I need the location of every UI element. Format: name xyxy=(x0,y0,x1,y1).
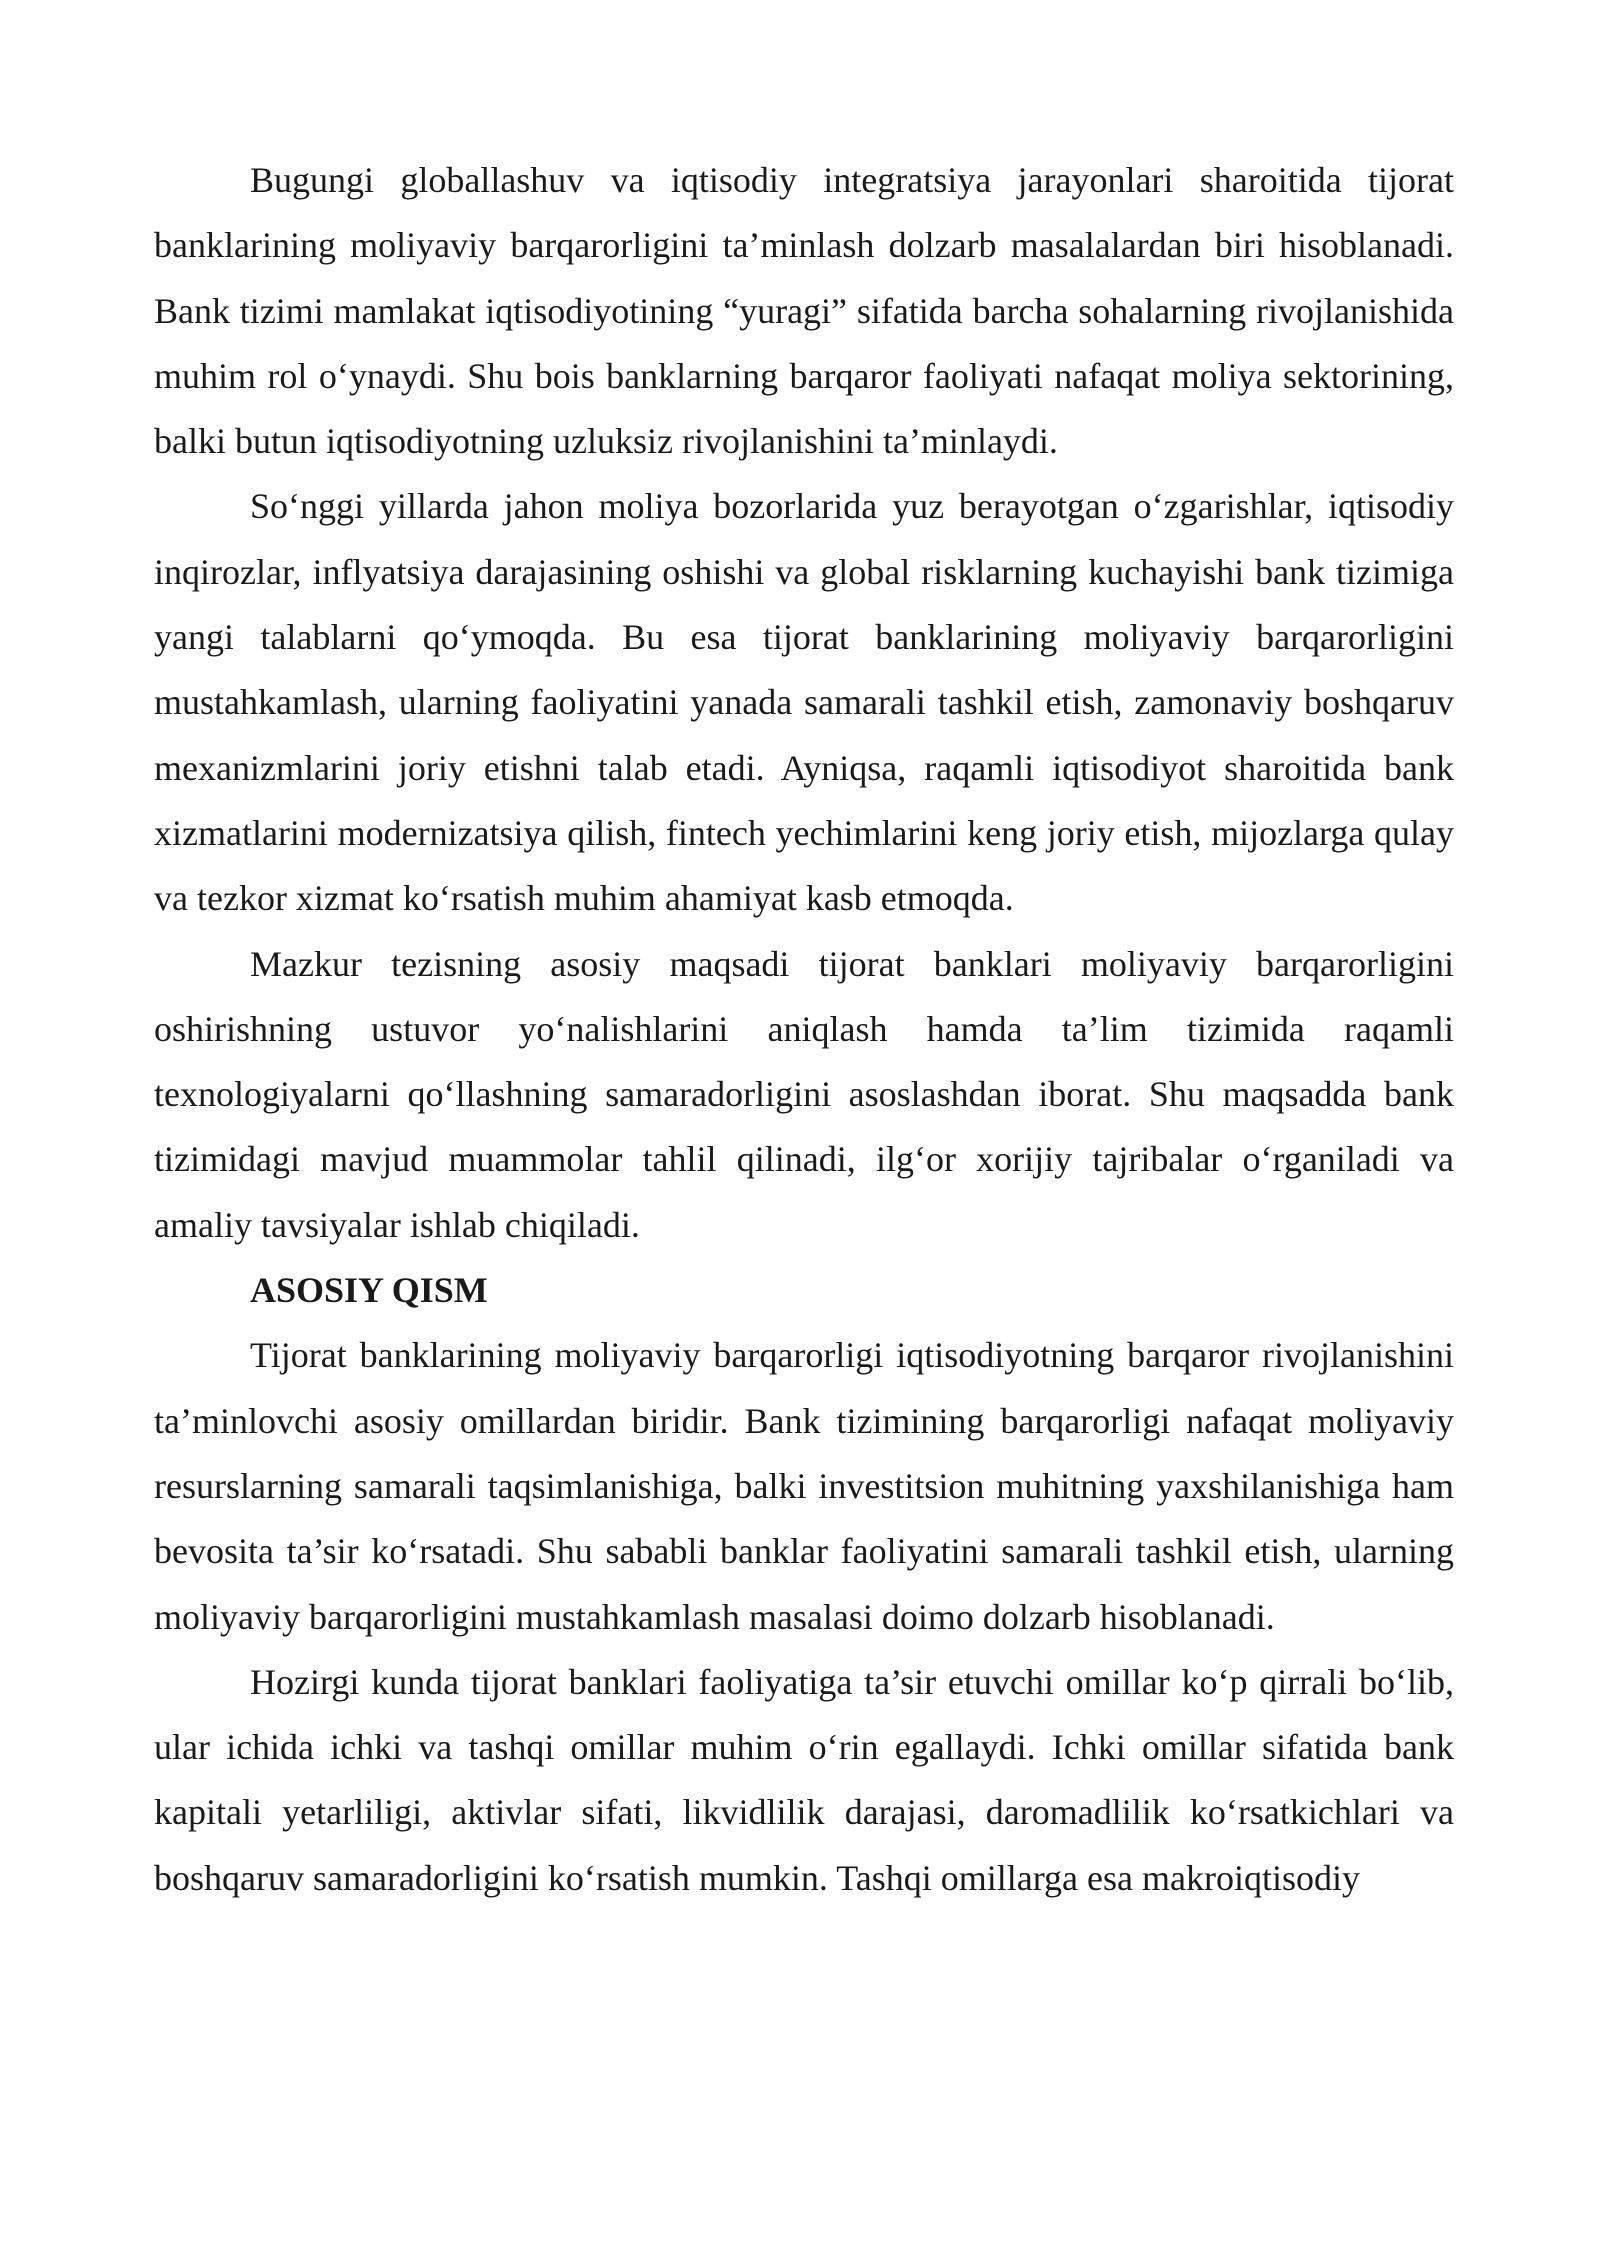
intro-paragraph-1: Bugungi globallashuv va iqtisodiy integratsiya jarayonlari sharoitida tijorat banklarining moliyaviy barqarorligini ta’minlash dolzarb masalalardan biri hisoblanadi. Bank tizimi mamlakat iqtisodiyotining “yuragi” sifatida barcha sohalarning rivojlanishida muhim rol o‘ynaydi. Shu bois banklarning barqaror faoliyati nafaqat moliya sektorining, balki butun iqtisodiyotning uzluksiz rivojlanishini ta’minlaydi. xyxy=(154,160,1454,462)
intro-paragraph-2: So‘nggi yillarda jahon moliya bozorlarida yuz berayotgan o‘zgarishlar, iqtisodiy inqirozlar, inflyatsiya darajasining oshishi va global risklarning kuchayishi bank tizimiga yangi talablarni qo‘ymoqda. Bu esa tijorat banklarining moliyaviy barqarorligini mustahkamlash, ularning faoliyatini yanada samarali tashkil etish, zamonaviy boshqaruv mexanizmlarini joriy etishni talab etadi. Ayniqsa, raqamli iqtisodiyot sharoitida bank xizmatlarini modernizatsiya qilish, fintech yechimlarini keng joriy etish, mijozlarga qulay va tezkor xizmat ko‘rsatish muhim ahamiyat kasb etmoqda. xyxy=(154,486,1454,919)
body-paragraph-1: Tijorat banklarining moliyaviy barqarorligi iqtisodiyotning barqaror rivojlanishini ta’minlovchi asosiy omillardan biridir. Bank tizimining barqarorligi nafaqat moliyaviy resurslarning samarali taqsimlanishiga, balki investitsion muhitning yaxshilanishiga ham bevosita ta’sir ko‘rsatadi. Shu sababli banklar faoliyatini samarali tashkil etish, ularning moliyaviy barqarorligini mustahkamlash masalasi doimo dolzarb hisoblanadi. xyxy=(154,1335,1454,1637)
intro-paragraph-3: Mazkur tezisning asosiy maqsadi tijorat banklari moliyaviy barqarorligini oshirishning ustuvor yo‘nalishlarini aniqlash hamda ta’lim tizimida raqamli texnologiyalarni qo‘llashning samaradorligini asoslashdan iborat. Shu maqsadda bank tizimidagi mavjud muammolar tahlil qilinadi, ilg‘or xorijiy tajribalar o‘rganiladi va amaliy tavsiyalar ishlab chiqiladi. xyxy=(154,943,1454,1245)
section-heading: ASOSIY QISM xyxy=(250,1270,488,1311)
body-paragraph-2: Hozirgi kunda tijorat banklari faoliyatiga ta’sir etuvchi omillar ko‘p qirrali bo‘lib, ular ichida ichki va tashqi omillar muhim o‘rin egallaydi. Ichki omillar sifatida bank kapitali yetarliligi, aktivlar sifati, likvidlilik darajasi, daromadlilik ko‘rsatkichlari va boshqaruv samaradorligini ko‘rsatish mumkin. Tashqi omillarga esa makroiqtisodiy xyxy=(154,1661,1454,1898)
